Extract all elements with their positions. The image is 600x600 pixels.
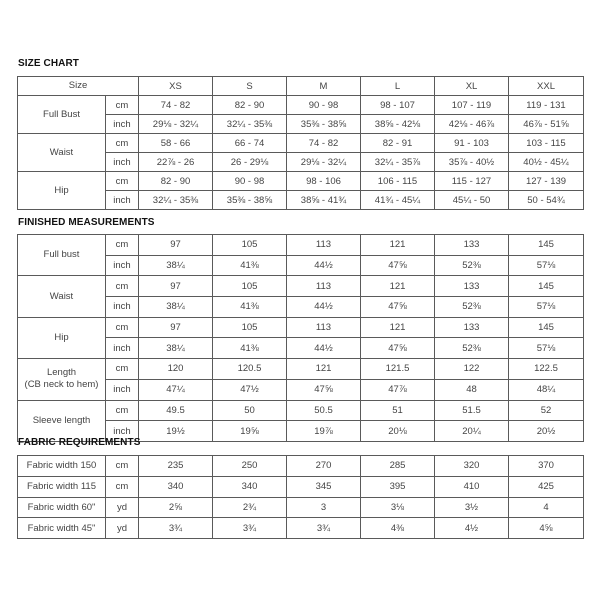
value-cell: 145 — [509, 276, 584, 297]
unit-cell: inch — [106, 338, 139, 359]
value-cell: 47¼ — [139, 379, 213, 400]
value-cell: 51 — [361, 400, 435, 421]
unit-cell: inch — [106, 255, 139, 276]
value-cell: 38¼ — [139, 338, 213, 359]
size-header-cell: XL — [435, 77, 509, 96]
value-cell: 35⅜ - 38⅝ — [213, 191, 287, 210]
value-cell: 127 - 139 — [509, 172, 584, 191]
value-cell: 46⅞ - 51⅝ — [509, 115, 584, 134]
table-row — [18, 476, 584, 497]
value-cell: 121 — [361, 317, 435, 338]
value-cell: 340 — [139, 476, 213, 497]
value-cell: 113 — [287, 235, 361, 256]
unit-cell: inch — [106, 421, 139, 442]
table-row — [18, 497, 584, 518]
value-cell: 47⅝ — [361, 338, 435, 359]
value-cell: 82 - 90 — [213, 96, 287, 115]
value-cell: 52⅜ — [435, 338, 509, 359]
value-cell: 91 - 103 — [435, 134, 509, 153]
value-cell: 97 — [139, 317, 213, 338]
table-row — [18, 317, 584, 338]
value-cell: 32¼ - 35⅞ — [361, 153, 435, 172]
fabric-requirements-table — [17, 455, 584, 539]
value-cell: 50 — [213, 400, 287, 421]
value-cell: 20⅛ — [361, 421, 435, 442]
value-cell: 35⅜ - 38⅝ — [287, 115, 361, 134]
value-cell: 52⅜ — [435, 255, 509, 276]
value-cell: 119 - 131 — [509, 96, 584, 115]
value-cell: 57⅛ — [509, 255, 584, 276]
value-cell: 395 — [361, 476, 435, 497]
value-cell: 49.5 — [139, 400, 213, 421]
value-cell: 19⅞ — [287, 421, 361, 442]
value-cell: 145 — [509, 317, 584, 338]
value-cell: 44½ — [287, 338, 361, 359]
finished-measurements-title: FINISHED MEASUREMENTS — [18, 217, 155, 228]
value-cell: 235 — [139, 456, 213, 477]
value-cell: 122 — [435, 359, 509, 380]
value-cell: 90 - 98 — [213, 172, 287, 191]
value-cell: 26 - 29⅛ — [213, 153, 287, 172]
table-row — [18, 359, 584, 380]
unit-cell: cm — [106, 317, 139, 338]
value-cell: 48 — [435, 379, 509, 400]
size-chart-title: SIZE CHART — [18, 58, 79, 69]
measurement-label: Length (CB neck to hem) — [18, 359, 106, 400]
value-cell: 22⅞ - 26 — [139, 153, 213, 172]
value-cell: 4½ — [435, 518, 509, 539]
value-cell: 113 — [287, 276, 361, 297]
measurement-label: Full bust — [18, 235, 106, 276]
value-cell: 105 — [213, 276, 287, 297]
value-cell: 121 — [287, 359, 361, 380]
value-cell: 2⅝ — [139, 497, 213, 518]
value-cell: 4⅝ — [509, 518, 584, 539]
measurement-label: Hip — [18, 172, 106, 210]
value-cell: 48¼ — [509, 379, 584, 400]
value-cell: 50 - 54¾ — [509, 191, 584, 210]
value-cell: 98 - 107 — [361, 96, 435, 115]
value-cell: 4⅜ — [361, 518, 435, 539]
value-cell: 51.5 — [435, 400, 509, 421]
value-cell: 74 - 82 — [287, 134, 361, 153]
value-cell: 50.5 — [287, 400, 361, 421]
value-cell: 115 - 127 — [435, 172, 509, 191]
value-cell: 410 — [435, 476, 509, 497]
value-cell: 41⅜ — [213, 297, 287, 318]
value-cell: 74 - 82 — [139, 96, 213, 115]
table-row — [18, 235, 584, 256]
value-cell: 4 — [509, 497, 584, 518]
value-cell: 38⅝ - 42⅛ — [361, 115, 435, 134]
table-row — [18, 96, 584, 115]
value-cell: 97 — [139, 276, 213, 297]
fabric-width-label: Fabric width 115 — [18, 476, 106, 497]
value-cell: 66 - 74 — [213, 134, 287, 153]
unit-cell: cm — [106, 476, 139, 497]
unit-cell: cm — [106, 235, 139, 256]
value-cell: 35⅞ - 40½ — [435, 153, 509, 172]
value-cell: 40½ - 45¼ — [509, 153, 584, 172]
value-cell: 45¼ - 50 — [435, 191, 509, 210]
size-header-cell: XS — [139, 77, 213, 96]
value-cell: 320 — [435, 456, 509, 477]
table-row — [18, 518, 584, 539]
value-cell: 57⅛ — [509, 338, 584, 359]
value-cell: 47½ — [213, 379, 287, 400]
value-cell: 107 - 119 — [435, 96, 509, 115]
value-cell: 47⅝ — [287, 379, 361, 400]
fabric-width-label: Fabric width 150 — [18, 456, 106, 477]
size-chart-table — [17, 76, 584, 210]
unit-cell: cm — [106, 276, 139, 297]
value-cell: 32¼ - 35⅜ — [139, 191, 213, 210]
fabric-width-label: Fabric width 60" — [18, 497, 106, 518]
value-cell: 57⅛ — [509, 297, 584, 318]
value-cell: 19⅝ — [213, 421, 287, 442]
value-cell: 47⅞ — [361, 379, 435, 400]
value-cell: 370 — [509, 456, 584, 477]
size-header-label: Size — [18, 77, 139, 96]
value-cell: 120 — [139, 359, 213, 380]
table-row — [18, 456, 584, 477]
value-cell: 38⅝ - 41¾ — [287, 191, 361, 210]
value-cell: 47⅝ — [361, 255, 435, 276]
measurement-label: Full Bust — [18, 96, 106, 134]
unit-cell: inch — [106, 191, 139, 210]
unit-cell: cm — [106, 172, 139, 191]
unit-cell: cm — [106, 359, 139, 380]
value-cell: 133 — [435, 235, 509, 256]
value-cell: 270 — [287, 456, 361, 477]
size-header-cell: S — [213, 77, 287, 96]
measurement-label: Waist — [18, 276, 106, 317]
value-cell: 145 — [509, 235, 584, 256]
table-row — [18, 400, 584, 421]
unit-cell: yd — [106, 518, 139, 539]
value-cell: 82 - 90 — [139, 172, 213, 191]
unit-cell: yd — [106, 497, 139, 518]
value-cell: 105 — [213, 235, 287, 256]
value-cell: 3¾ — [287, 518, 361, 539]
value-cell: 52 — [509, 400, 584, 421]
value-cell: 2¾ — [213, 497, 287, 518]
unit-cell: inch — [106, 297, 139, 318]
value-cell: 32¼ - 35⅜ — [213, 115, 287, 134]
size-header-cell: L — [361, 77, 435, 96]
unit-cell: cm — [106, 456, 139, 477]
size-header-cell: XXL — [509, 77, 584, 96]
value-cell: 103 - 115 — [509, 134, 584, 153]
value-cell: 82 - 91 — [361, 134, 435, 153]
value-cell: 122.5 — [509, 359, 584, 380]
value-cell: 133 — [435, 276, 509, 297]
value-cell: 47⅝ — [361, 297, 435, 318]
value-cell: 52⅜ — [435, 297, 509, 318]
size-header-row — [18, 77, 584, 96]
value-cell: 20¼ — [435, 421, 509, 442]
size-header-cell: M — [287, 77, 361, 96]
value-cell: 42⅛ - 46⅞ — [435, 115, 509, 134]
unit-cell: cm — [106, 96, 139, 115]
unit-cell: cm — [106, 400, 139, 421]
table-row — [18, 134, 584, 153]
value-cell: 121.5 — [361, 359, 435, 380]
value-cell: 3¾ — [213, 518, 287, 539]
value-cell: 44½ — [287, 297, 361, 318]
value-cell: 121 — [361, 235, 435, 256]
value-cell: 41⅜ — [213, 338, 287, 359]
value-cell: 20½ — [509, 421, 584, 442]
value-cell: 3⅛ — [361, 497, 435, 518]
value-cell: 98 - 106 — [287, 172, 361, 191]
value-cell: 97 — [139, 235, 213, 256]
value-cell: 38¼ — [139, 255, 213, 276]
value-cell: 3¾ — [139, 518, 213, 539]
value-cell: 44½ — [287, 255, 361, 276]
table-row — [18, 172, 584, 191]
value-cell: 250 — [213, 456, 287, 477]
measurement-label: Waist — [18, 134, 106, 172]
value-cell: 19½ — [139, 421, 213, 442]
value-cell: 29⅛ - 32¼ — [287, 153, 361, 172]
value-cell: 345 — [287, 476, 361, 497]
value-cell: 106 - 115 — [361, 172, 435, 191]
finished-measurements-table — [17, 234, 584, 442]
table-row — [18, 276, 584, 297]
value-cell: 133 — [435, 317, 509, 338]
unit-cell: cm — [106, 134, 139, 153]
value-cell: 340 — [213, 476, 287, 497]
value-cell: 41¾ - 45¼ — [361, 191, 435, 210]
measurement-label: Sleeve length — [18, 400, 106, 441]
value-cell: 3 — [287, 497, 361, 518]
value-cell: 38¼ — [139, 297, 213, 318]
value-cell: 90 - 98 — [287, 96, 361, 115]
value-cell: 120.5 — [213, 359, 287, 380]
value-cell: 3½ — [435, 497, 509, 518]
fabric-requirements-title: FABRIC REQUIREMENTS — [18, 437, 141, 448]
value-cell: 425 — [509, 476, 584, 497]
value-cell: 41⅜ — [213, 255, 287, 276]
value-cell: 29⅛ - 32¼ — [139, 115, 213, 134]
value-cell: 58 - 66 — [139, 134, 213, 153]
unit-cell: inch — [106, 153, 139, 172]
measurement-label: Hip — [18, 317, 106, 358]
unit-cell: inch — [106, 379, 139, 400]
value-cell: 105 — [213, 317, 287, 338]
value-cell: 121 — [361, 276, 435, 297]
fabric-width-label: Fabric width 45" — [18, 518, 106, 539]
value-cell: 113 — [287, 317, 361, 338]
unit-cell: inch — [106, 115, 139, 134]
value-cell: 285 — [361, 456, 435, 477]
